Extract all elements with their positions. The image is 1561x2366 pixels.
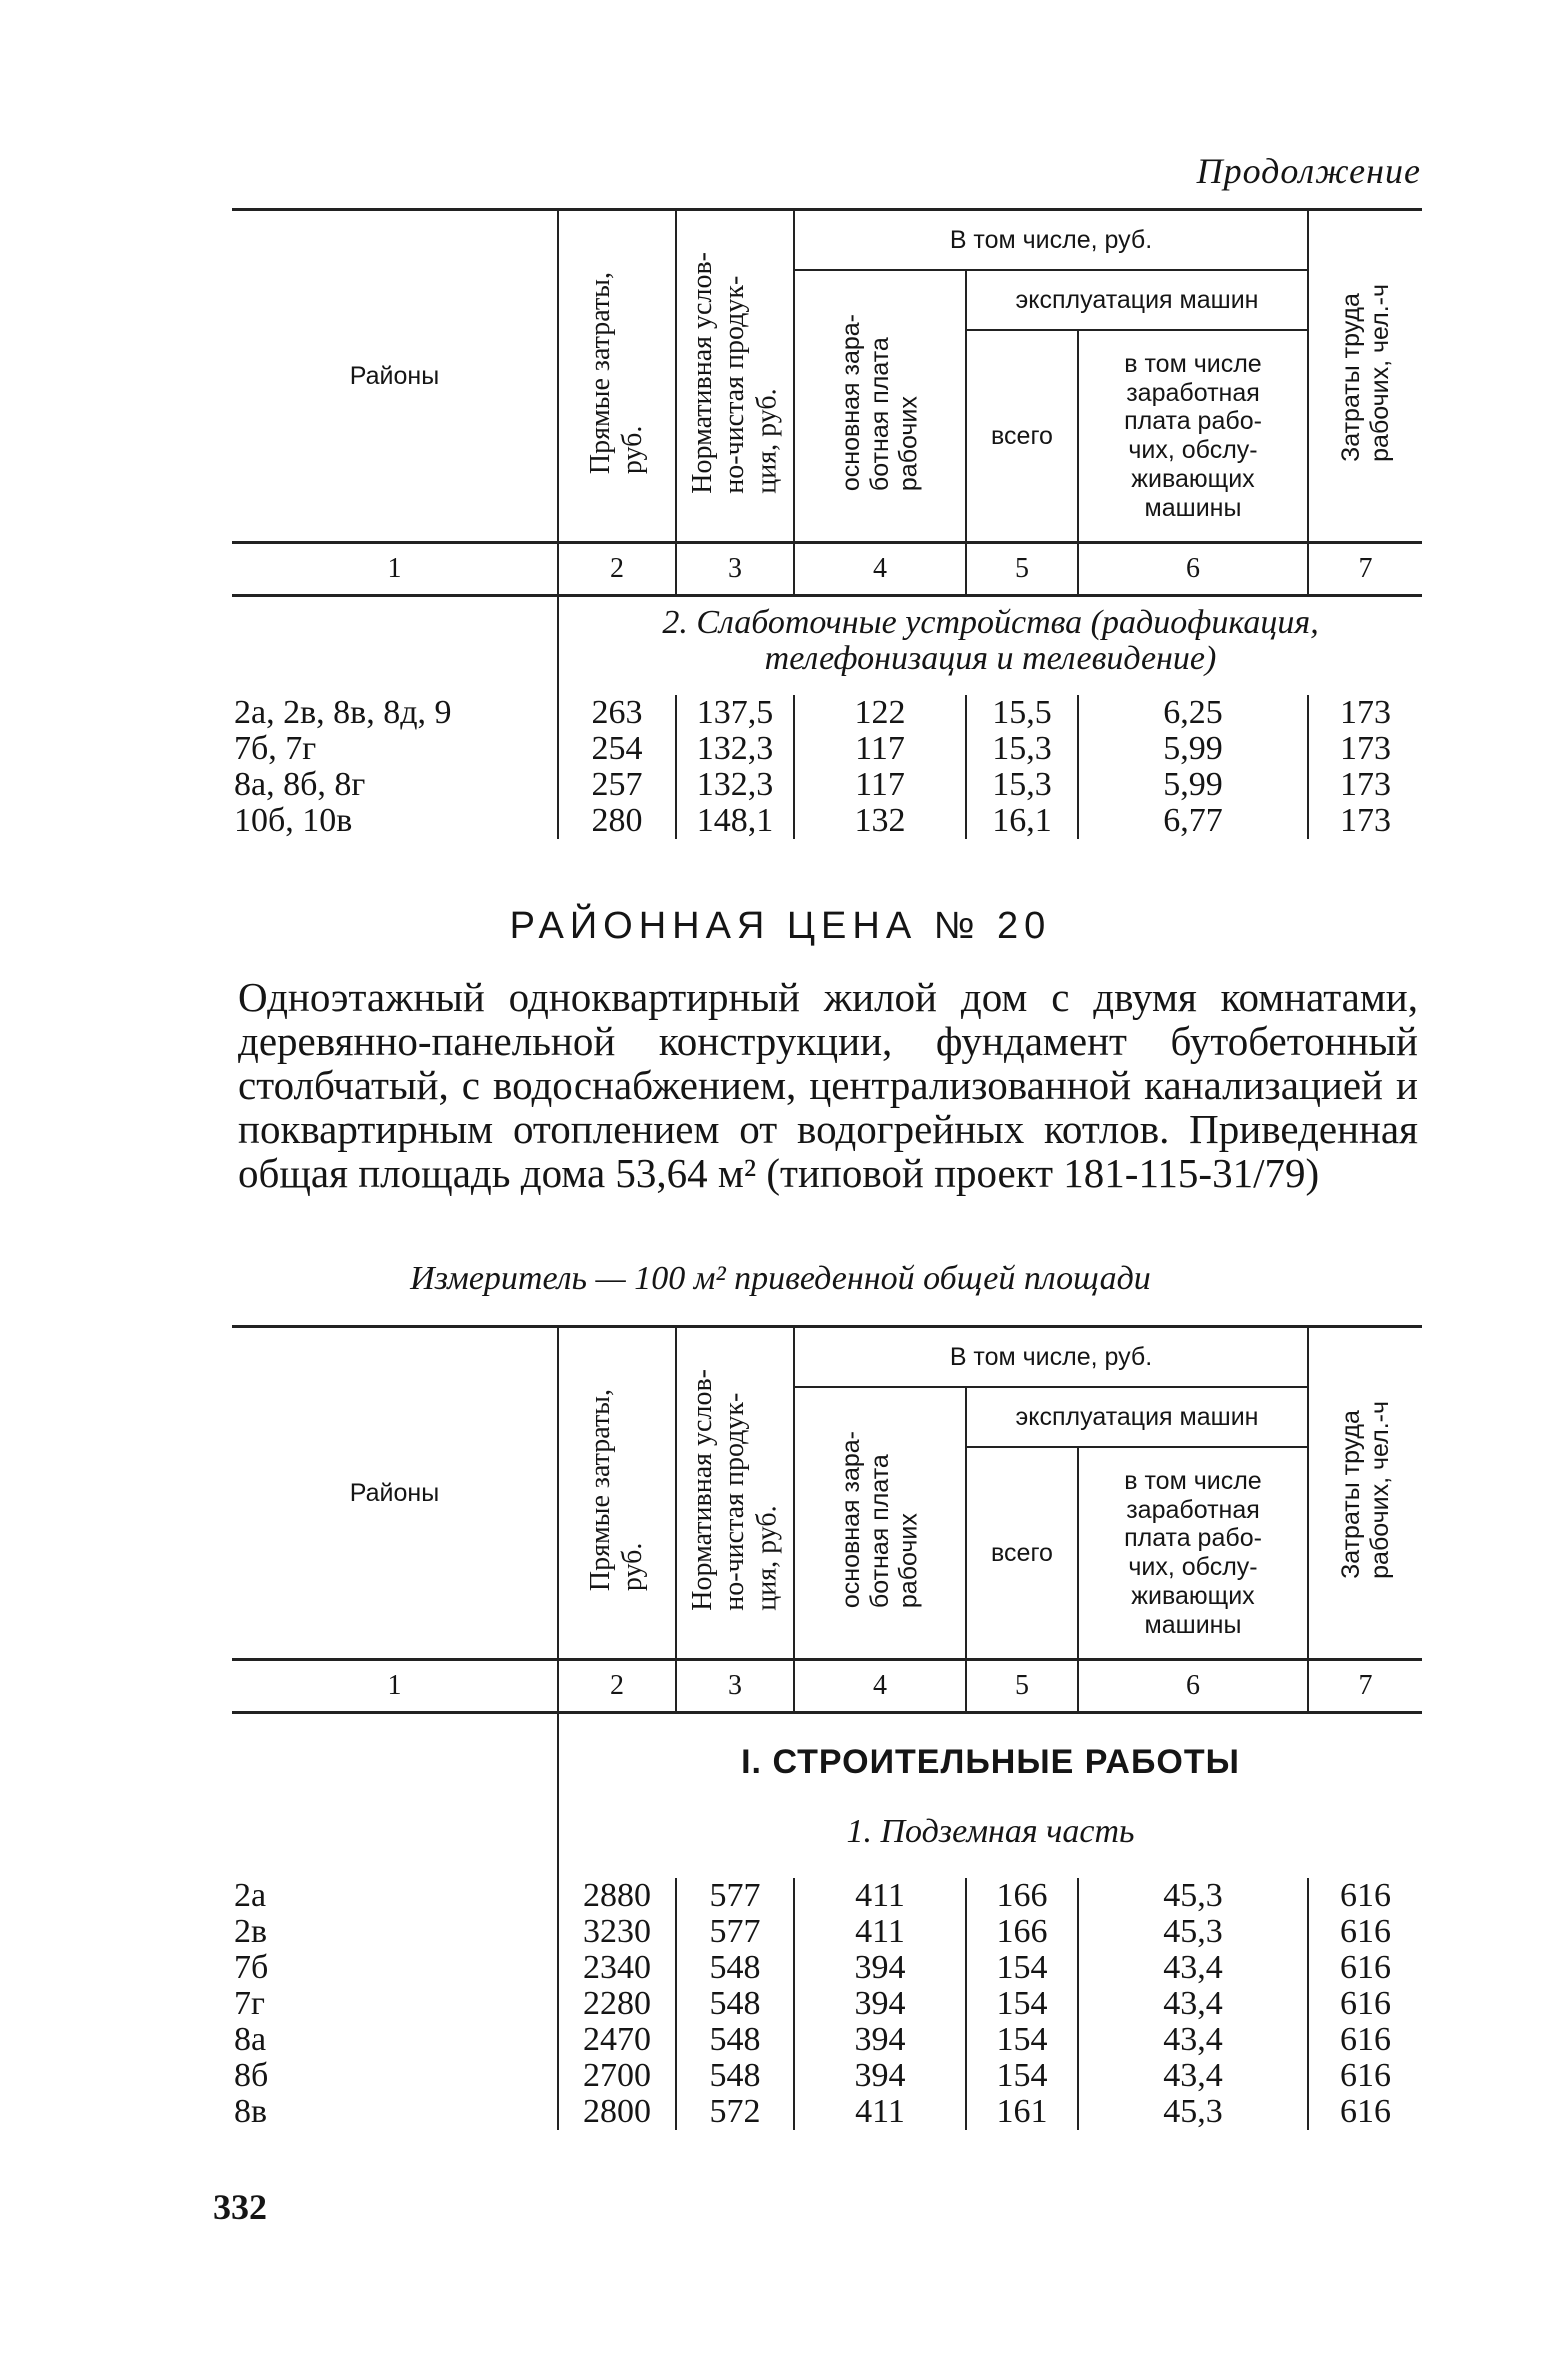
value-cell: 148,1	[676, 803, 794, 839]
header-direct-costs: Прямые затраты, руб.	[558, 1327, 676, 1660]
region-cell: 8б	[234, 2057, 269, 2094]
value-cell: 254	[558, 731, 676, 767]
column-numbers: 1 2 3 4 5 6 7	[232, 543, 1422, 596]
value-cell: 616	[1308, 2094, 1422, 2130]
value-cell: 548	[676, 2022, 794, 2058]
value-cell: 161	[966, 2094, 1078, 2130]
value-cell: 15,3	[966, 767, 1078, 803]
value-cell: 43,4	[1078, 2058, 1308, 2094]
value-cell: 173	[1308, 695, 1422, 731]
value-cell: 3230	[558, 1914, 676, 1950]
value-cell: 166	[966, 1914, 1078, 1950]
header-machines-wage: в том числе заработная плата рабо- чих, обслу- живающих машины	[1078, 1447, 1308, 1660]
table-row	[232, 1986, 1422, 2022]
value-cell: 132	[794, 803, 966, 839]
header-regions: Районы	[349, 1478, 440, 1507]
region-cell: 8в	[234, 2093, 268, 2130]
value-cell: 2880	[558, 1878, 676, 1914]
value-cell: 577	[676, 1878, 794, 1914]
region-cell: 7г	[234, 1985, 265, 2022]
header-machines-total: всего	[966, 330, 1078, 543]
value-cell: 548	[676, 1950, 794, 1986]
value-cell: 616	[1308, 1950, 1422, 1986]
value-cell: 117	[794, 767, 966, 803]
value-cell: 154	[966, 1986, 1078, 2022]
value-cell: 2800	[558, 2094, 676, 2130]
value-cell: 154	[966, 1950, 1078, 1986]
value-cell: 166	[966, 1878, 1078, 1914]
table-construction-works	[232, 1325, 1422, 2130]
region-cell: 2а	[234, 1877, 267, 1914]
table-header	[232, 210, 1422, 543]
value-cell: 43,4	[1078, 1950, 1308, 1986]
value-cell: 122	[794, 695, 966, 731]
value-cell: 15,5	[966, 695, 1078, 731]
value-cell: 572	[676, 2094, 794, 2130]
header-machines: эксплуатация машин	[966, 270, 1308, 330]
value-cell: 280	[558, 803, 676, 839]
value-cell: 173	[1308, 731, 1422, 767]
value-cell: 173	[1308, 803, 1422, 839]
table-row	[232, 2058, 1422, 2094]
value-cell: 154	[966, 2022, 1078, 2058]
header-direct-costs: Прямые затраты, руб.	[558, 210, 676, 543]
value-cell: 2470	[558, 2022, 676, 2058]
value-cell: 263	[558, 695, 676, 731]
header-labor: Затраты труда рабочих, чел.-ч	[1308, 1327, 1422, 1660]
header-including: В том числе, руб.	[794, 210, 1308, 271]
value-cell: 394	[794, 2022, 966, 2058]
value-cell: 16,1	[966, 803, 1078, 839]
value-cell: 6,77	[1078, 803, 1308, 839]
table-header	[232, 1327, 1422, 1660]
value-cell: 394	[794, 1950, 966, 1986]
region-cell: 8а	[234, 2021, 267, 2058]
header-machines-wage: в том числе заработная плата рабо- чих, обслу- живающих машины	[1078, 330, 1308, 543]
section-title: 2. Слаботочные устройства (радиофикация, телефонизация и телевидение)	[558, 597, 1422, 695]
header-including: В том числе, руб.	[794, 1327, 1308, 1388]
value-cell: 2700	[558, 2058, 676, 2094]
header-regions: Районы	[349, 361, 440, 390]
description: Одноэтажный одноквартирный жилой дом с двумя комнатами, деревянно-панельной конструкции, фундамент бутобетонный столбчатый, с водоснабжением, централизованной канализацией и поквартирным отоплением от водогрейных котлов. Приведенная общая площадь дома 53,64 м² (типовой проект 181-115-31/79)	[238, 974, 1418, 1196]
value-cell: 154	[966, 2058, 1078, 2094]
table-row	[232, 695, 1422, 731]
region-cell: 7б, 7г	[234, 730, 317, 767]
value-cell: 394	[794, 1986, 966, 2022]
value-cell: 257	[558, 767, 676, 803]
page-number: 332	[213, 2187, 267, 2227]
header-labor: Затраты труда рабочих, чел.-ч	[1308, 210, 1422, 543]
region-cell: 2а, 2в, 8в, 8д, 9	[234, 694, 452, 731]
value-cell: 132,3	[676, 731, 794, 767]
value-cell: 548	[676, 2058, 794, 2094]
value-cell: 137,5	[676, 695, 794, 731]
table-row	[232, 767, 1422, 803]
table-row	[232, 1914, 1422, 1950]
table-row	[232, 1950, 1422, 1986]
value-cell: 411	[794, 1878, 966, 1914]
header-base-wage: основная зара- ботная плата рабочих	[794, 1387, 966, 1660]
table-row	[232, 803, 1422, 839]
value-cell: 45,3	[1078, 1914, 1308, 1950]
continuation-label: Продолжение	[1196, 151, 1421, 191]
value-cell: 616	[1308, 2022, 1422, 2058]
value-cell: 5,99	[1078, 731, 1308, 767]
value-cell: 411	[794, 1914, 966, 1950]
value-cell: 117	[794, 731, 966, 767]
table-weak-current	[232, 208, 1422, 839]
value-cell: 5,99	[1078, 767, 1308, 803]
header-machines-total: всего	[966, 1447, 1078, 1660]
region-cell: 7б	[234, 1949, 269, 1986]
region-cell: 10б, 10в	[234, 802, 353, 839]
measure-unit: Измеритель — 100 м² приведенной общей площади	[410, 1260, 1151, 1297]
value-cell: 43,4	[1078, 2022, 1308, 2058]
value-cell: 411	[794, 2094, 966, 2130]
header-machines: эксплуатация машин	[966, 1387, 1308, 1447]
table-row	[232, 2094, 1422, 2130]
region-cell: 2в	[234, 1913, 268, 1950]
value-cell: 548	[676, 1986, 794, 2022]
value-cell: 43,4	[1078, 1986, 1308, 2022]
value-cell: 394	[794, 2058, 966, 2094]
value-cell: 173	[1308, 767, 1422, 803]
value-cell: 616	[1308, 1914, 1422, 1950]
table-row	[232, 2022, 1422, 2058]
table-row	[232, 1878, 1422, 1914]
value-cell: 616	[1308, 1878, 1422, 1914]
column-numbers: 1 2 3 4 5 6 7	[232, 1660, 1422, 1713]
region-cell: 8а, 8б, 8г	[234, 766, 366, 803]
value-cell: 616	[1308, 2058, 1422, 2094]
value-cell: 2280	[558, 1986, 676, 2022]
section-title-upper: I. СТРОИТЕЛЬНЫЕ РАБОТЫ	[558, 1714, 1422, 1804]
value-cell: 577	[676, 1914, 794, 1950]
value-cell: 15,3	[966, 731, 1078, 767]
value-cell: 2340	[558, 1950, 676, 1986]
value-cell: 6,25	[1078, 695, 1308, 731]
header-normative-product: Нормативная услов- но-чистая продук- ция, руб.	[676, 210, 794, 543]
price-title: РАЙОННАЯ ЦЕНА № 20	[509, 905, 1052, 947]
value-cell: 45,3	[1078, 1878, 1308, 1914]
value-cell: 616	[1308, 1986, 1422, 2022]
header-normative-product: Нормативная услов- но-чистая продук- ция, руб.	[676, 1327, 794, 1660]
header-base-wage: основная зара- ботная плата рабочих	[794, 270, 966, 543]
value-cell: 45,3	[1078, 2094, 1308, 2130]
table-row	[232, 731, 1422, 767]
value-cell: 132,3	[676, 767, 794, 803]
section-subtitle: 1. Подземная часть	[558, 1804, 1422, 1878]
